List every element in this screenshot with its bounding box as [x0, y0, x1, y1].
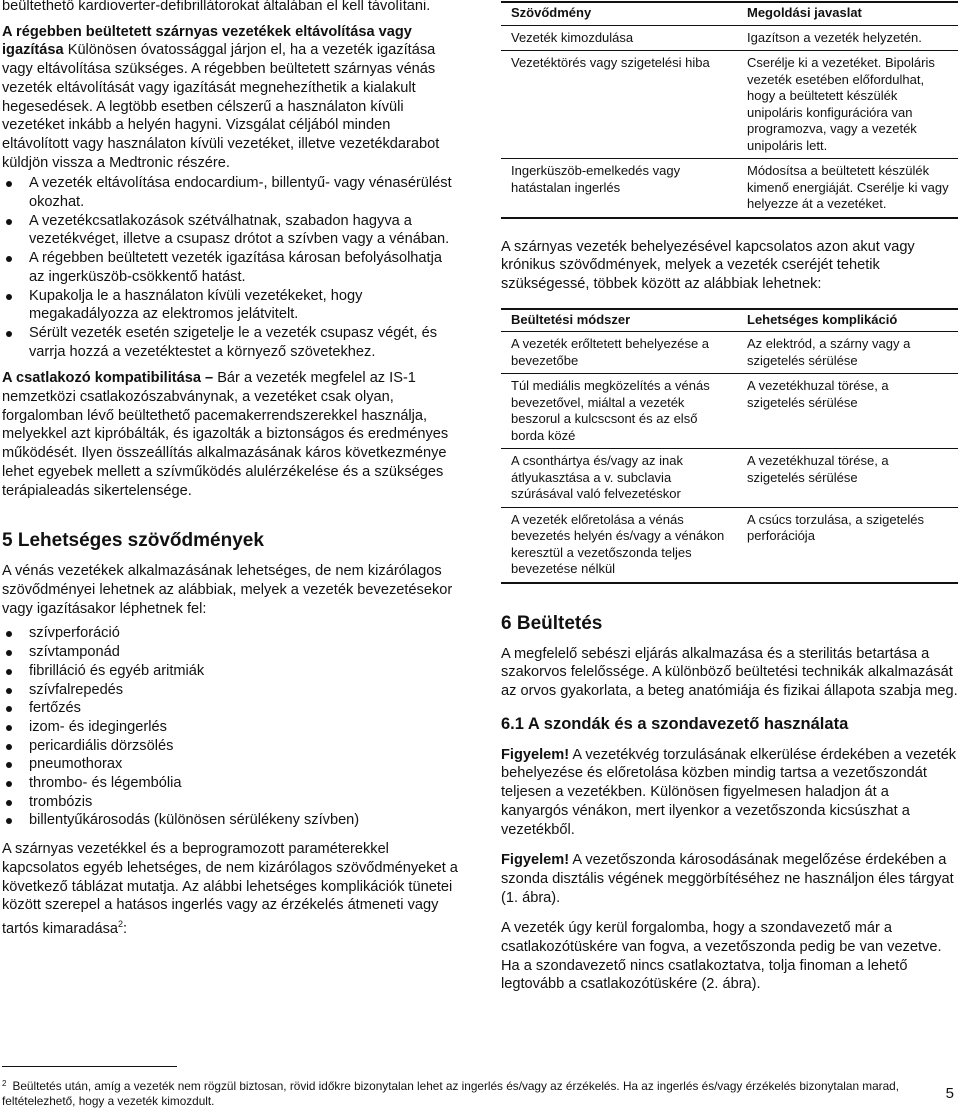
table-cell: A vezetékhuzal törése, a szigetelés sérülése [737, 374, 958, 449]
complication-solution-table [501, 1, 958, 219]
paragraph-compatibility [2, 369, 460, 500]
table-cell: Túl mediális megközelítés a vénás bevezetővel, miáltal a vezeték beszorul a kulcscsont és az első borda közé [501, 374, 737, 449]
table-row [501, 374, 958, 449]
warning-1-label: Figyelem! [501, 746, 570, 763]
table-cell: A csonthártya és/vagy az inak átlyukasztása a v. subclavia szúrásával való felvezetéskor [501, 449, 737, 508]
footnote-ref: 2 [118, 918, 124, 929]
table-header: Lehetséges komplikáció [737, 310, 958, 332]
table-cell: Igazítson a vezeték helyzetén. [737, 25, 958, 51]
warning-1-text: A vezetékvég torzulásának elkerülése érdekében a vezeték behelyezése és előretolása közben mindig tartsa a vezetőszondát teljesen a vezetékben. Különösen figyelmesen haladjon át a kanyargós vénákon, mert ilyenkor a vezetőszonda kicsúszhat a vezetékből. [501, 746, 957, 838]
table-cell: Az elektród, a szárny vagy a szigetelés sérülése [737, 332, 958, 374]
list-item: A vezeték eltávolítása endocardium-, billentyű- vagy vénasérülést okozhat. [2, 174, 460, 211]
section-6-1-title: 6.1 A szondák és a szondavezető használata [501, 714, 849, 733]
complications-list [2, 624, 460, 830]
paragraph-closing [2, 840, 460, 939]
table-cell: A csúcs torzulása, a szigetelés perforációja [747, 511, 925, 544]
table-row [501, 25, 958, 51]
list-item: fertőzés [2, 699, 460, 718]
table-header: Beültetési módszer [501, 310, 737, 332]
list-item: pericardiális dörzsölés [2, 737, 460, 756]
compatibility-heading: A csatlakozó kompatibilitása – [2, 370, 214, 387]
table-cell: Ingerküszöb-emelkedés vagy hatástalan ingerlés [511, 163, 681, 195]
section-6-title: 6 Beültetés [501, 612, 603, 634]
warning-1 [501, 746, 958, 840]
section-6-text: A megfelelő sebészi eljárás alkalmazása és a sterilitás betartása a szakorvos felelőssége. A különböző beültetési technikák alkalmazását az orvos gyakorlata, a beteg anatómiája és fizikai állapota szabja meg. [501, 645, 958, 700]
footnote-divider [2, 1066, 177, 1067]
section-5-intro: A vénás vezetékek alkalmazásának lehetséges, de nem kizárólagos szövődményei lehetnek az alábbiak, melyek a vezeték bevezetésekor vagy igazításakor léphetnek fel: [2, 563, 453, 617]
list-item: A régebben beültetett vezeték igazítása károsan befolyásolhatja az ingerküszöb-csökkentő hatást. [2, 249, 460, 286]
table-cell: Vezetéktörés vagy szigetelési hiba [501, 51, 737, 159]
paragraph-stylet: A vezeték úgy kerül forgalomba, hogy a szondavezető már a csatlakozótüskére van fogva, a vezetőszonda pedig be van vezetve. Ha a szondavezető nincs csatlakoztatva, tolja finoman a lehető legtovább a csatlakozótüskére (2. ábra). [501, 920, 942, 993]
table-cell: A vezeték előretolása a vénás bevezetés helyén és/vagy a vénákon keresztül a vezetőszonda teljes bevezetése nélkül [511, 511, 725, 577]
lead-removal-heading: A régebben beültetett szárnyas vezetékek eltávolítása vagy igazítása [2, 23, 412, 59]
page-number: 5 [945, 1085, 954, 1102]
lead-removal-text: Különösen óvatossággal járjon el, ha a vezeték igazítása vagy eltávolítása szükséges. A régebben beültetett szárnyas vénás vezeték eltávolítását vagy igazítását megnehezíthetik a kialakult hegesedések. A legtöbb esetben célszerű a használaton kívüli vezetéket inkább a helyén hagyni. Vizsgálat céljából minden eltávolított vagy használaton kívüli vezetéket, illetve vezetékdarabot küldjön vissza a Medtronic részére. [2, 42, 440, 171]
table-cell: A vezeték erőltetett behelyezése a bevezetőbe [501, 332, 737, 374]
list-item: szívperforáció [2, 624, 460, 643]
footnote-text: Beültetés után, amíg a vezeték nem rögzül biztosan, rövid időkre bizonytalan lehet az ingerlés és/vagy az érzékelés. Ha az ingerlés és/vagy érzékelés bizonytalan marad, feltételezhető, hogy a vezeték kimozdult. [2, 1079, 900, 1108]
removal-risks-list [2, 174, 460, 361]
table-row [501, 507, 958, 582]
table-cell: Vezeték kimozdulása [501, 25, 737, 51]
closing-end: : [123, 920, 128, 937]
table-cell: A vezetékhuzal törése, a szigetelés sérülése [737, 449, 958, 508]
list-item: szívfalrepedés [2, 681, 460, 700]
closing-text: A szárnyas vezetékkel és a beprogramozott paraméterekkel kapcsolatos egyéb lehetséges, de nem kizárólagos szövődményeket a következő táblázat mutatja. Az alábbi lehetséges komplikációk tünetei között szerepel a hatásos ingerlés vagy az érzékelés átmeneti vagy tartós kimaradása [2, 841, 458, 937]
list-item: fibrilláció és egyéb aritmiák [2, 662, 460, 681]
warning-2 [501, 851, 958, 907]
warning-2-text: A vezetőszonda károsodásának megelőzése érdekében a szonda disztális végének meggörbítéséhez ne használjon éles tárgyat (1. ábra). [501, 852, 954, 906]
paragraph-lead-removal [2, 23, 460, 173]
list-item: szívtamponád [2, 643, 460, 662]
table-row [501, 449, 958, 508]
method-complication-table [501, 308, 958, 584]
left-column [2, 0, 460, 939]
table-cell: Cserélje ki a vezetéket. Bipoláris vezeték esetében előfordulhat, hogy a beültetett készülék unipoláris konfigurációra van programozva, vagy a vezeték unipoláris lett. [737, 51, 958, 159]
table-cell: Módosítsa a beültetett készülék kimenő energiáját. Cserélje ki vagy helyezze át a vezetéket. [747, 163, 949, 211]
compatibility-text: Bár a vezeték megfelel az IS-1 nemzetközi csatlakozószabványnak, a vezetéket csak olyan, forgalomban lévő beültethető pacemakerrendszerekkel használja, melyekkel azt kipróbálták, és igazolták a biztonságos és eredményes működését. Ilyen összeállítás alkalmazásának káros következménye lehet egyebek mellett a szívműködés alulérzékelése és a szükséges terápialeadás sikertelensége. [2, 370, 449, 499]
right-intro: A szárnyas vezeték behelyezésével kapcsolatos azon akut vagy krónikus szövődmények, melyek a vezeték cseréjét tehetik szükségessé, többek között az alábbiak lehetnek: [501, 238, 915, 292]
list-item: trombózis [2, 793, 460, 812]
list-item: thrombo- és légembólia [2, 774, 460, 793]
list-item: A vezetékcsatlakozások szétválhatnak, szabadon hagyva a vezetékvéget, illetve a csupasz drótot a szívben vagy a vénában. [2, 212, 460, 249]
table-header: Megoldási javaslat [737, 3, 958, 25]
table-row [501, 51, 958, 159]
table-header: Szövődmény [501, 3, 737, 25]
paragraph-icd: beültethető kardioverter-defibrillátorokat általában el kell távolítani. [2, 0, 431, 14]
warning-2-label: Figyelem! [501, 852, 570, 869]
list-item: billentyűkárosodás (különösen sérülékeny szívben) [2, 811, 460, 830]
table-row [501, 332, 958, 374]
section-5-title: 5 Lehetséges szövődmények [2, 530, 264, 552]
footnote-number: 2 [2, 1079, 7, 1088]
list-item: Kupakolja le a használaton kívüli vezetékeket, hogy megakadályozza az elektromos jelátvitelt. [2, 287, 460, 324]
list-item: Sérült vezeték esetén szigetelje le a vezeték csupasz végét, és varrja hozzá a vezetéktestet a környező szövetekhez. [2, 324, 460, 361]
table-row [501, 159, 958, 217]
right-column [501, 0, 958, 994]
list-item: izom- és idegingerlés [2, 718, 460, 737]
footnote [2, 1076, 958, 1109]
list-item: pneumothorax [2, 755, 460, 774]
